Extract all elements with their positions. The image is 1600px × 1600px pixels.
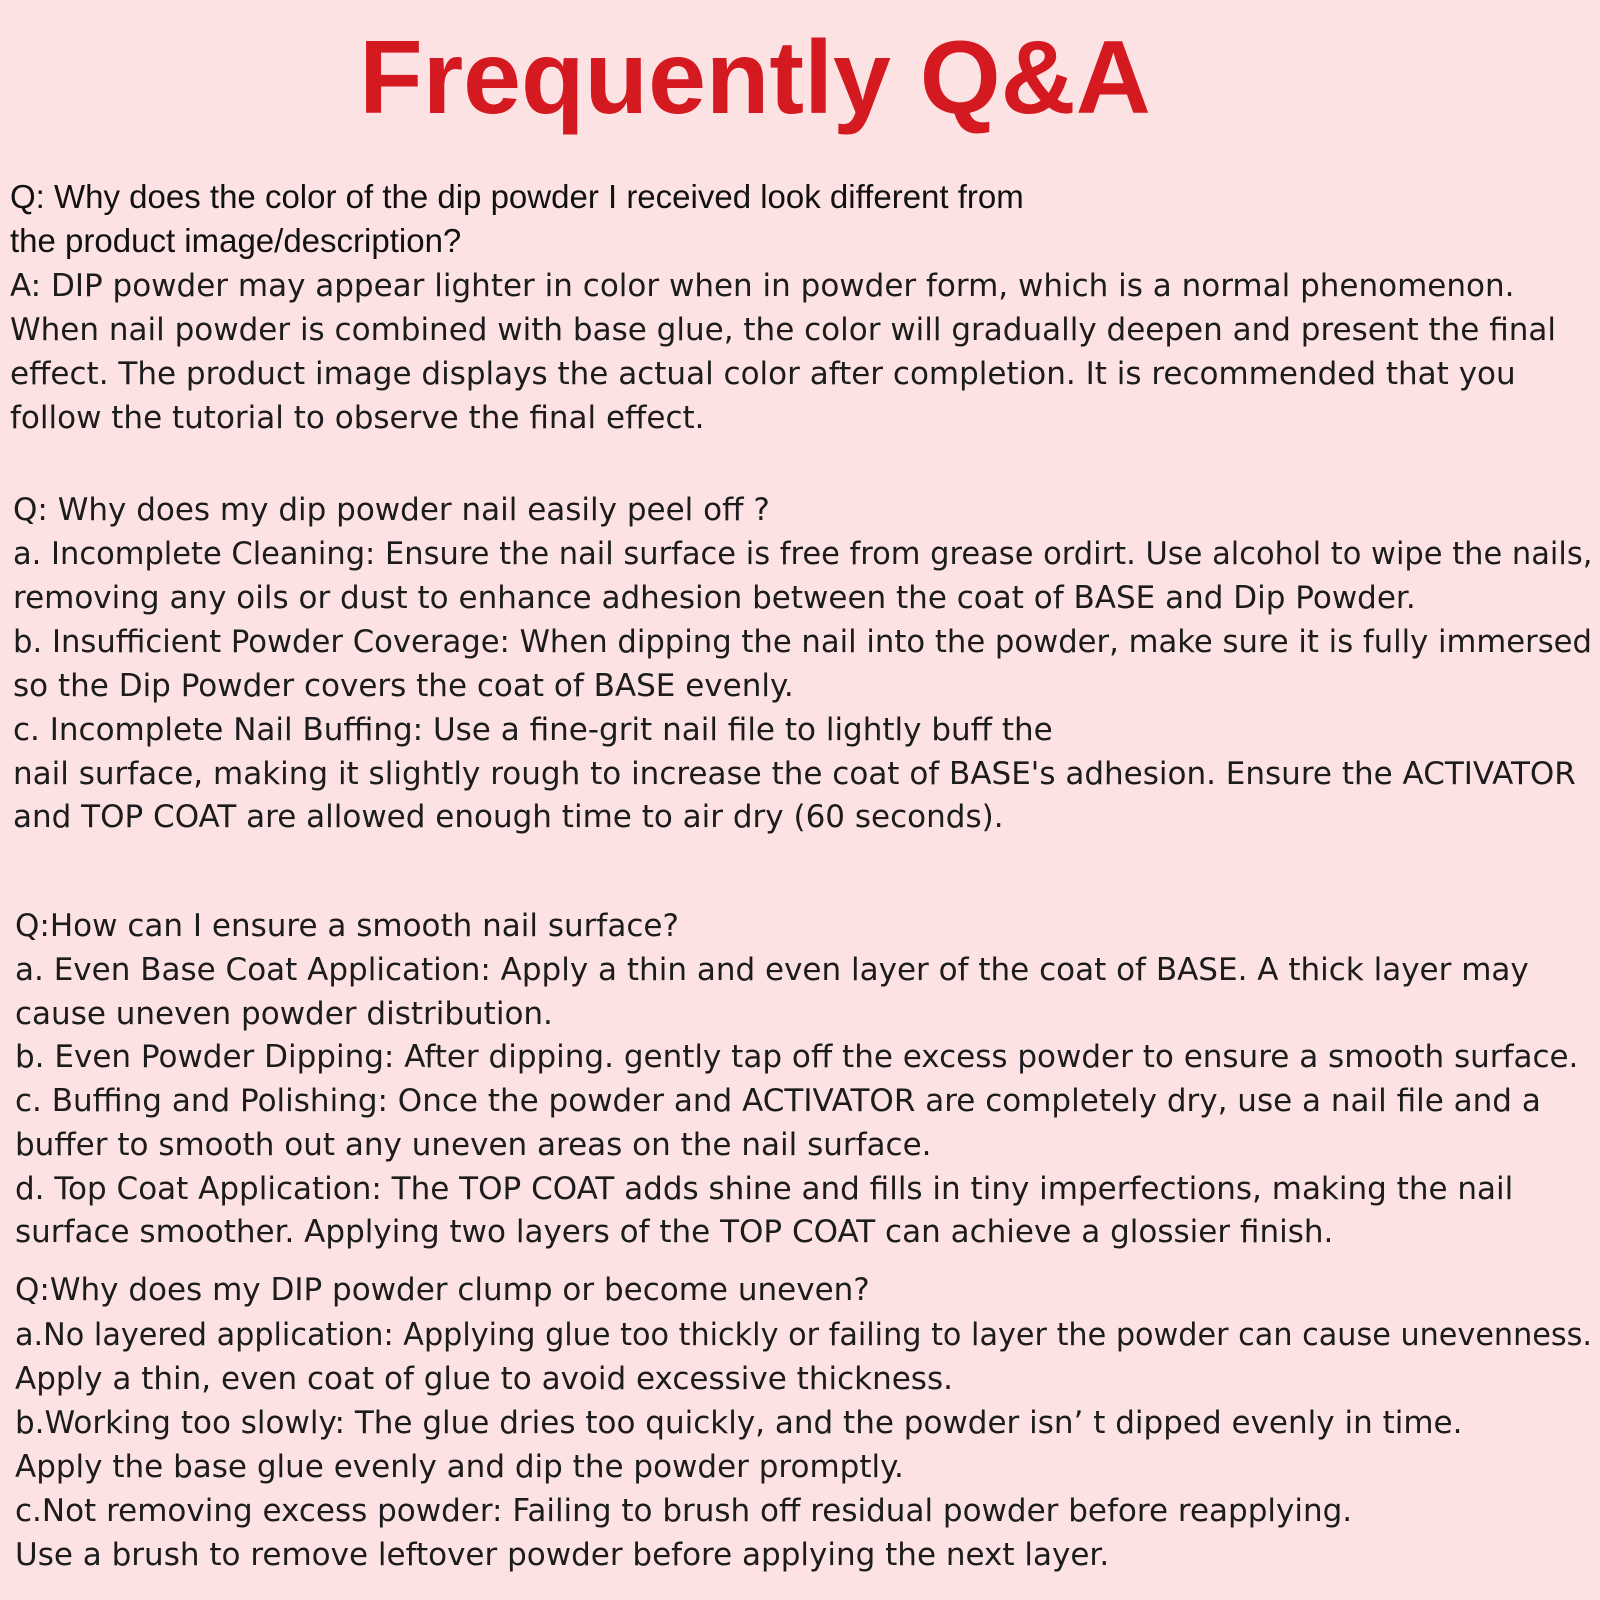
faq2-answer-line5: c. Incomplete Nail Buffing: Use a fine-grit nail file to lightly buff the [13,712,1053,748]
faq2-answer-line2: removing any oils or dust to enhance adhesion between the coat of BASE and Dip Powder. [13,580,1416,616]
faq3-answer-line4: c. Buffing and Polishing: Once the powder and ACTIVATOR are completely dry, use a nail file and a [15,1083,1541,1119]
faq1-question-line1: Q: Why does the color of the dip powder I received look different from [10,178,1024,215]
faq4-answer-line3: b.Working too slowly: The glue dries too quickly, and the powder isn’ t dipped evenly in time. [15,1405,1463,1441]
faq2-answer-line7: and TOP COAT are allowed enough time to air dry (60 seconds). [13,799,1004,835]
faq3-answer-line2: cause uneven powder distribution. [15,996,553,1032]
faq2-question: Q: Why does my dip powder nail easily peel off ? [13,492,770,528]
faq3-answer-line1: a. Even Base Coat Application: Apply a thin and even layer of the coat of BASE. A thick layer may [15,952,1529,988]
faq1-question-line2: the product image/description? [10,222,462,259]
faq2-answer-line6: nail surface, making it slightly rough to increase the coat of BASE's adhesion. Ensure the ACTIVATOR [13,756,1576,792]
faq1-answer-line3: effect. The product image displays the actual color after completion. It is recommended that you [10,356,1516,392]
faq3-answer-line3: b. Even Powder Dipping: After dipping. gently tap off the excess powder to ensure a smooth surface. [15,1039,1579,1075]
faq4-answer-line5: c.Not removing excess powder: Failing to brush off residual powder before reapplying. [15,1493,1353,1529]
faq4-answer-line1: a.No layered application: Applying glue too thickly or failing to layer the powder can cause unevenness. [15,1317,1593,1353]
faq3-answer-line6: d. Top Coat Application: The TOP COAT adds shine and fills in tiny imperfections, making the nail [15,1171,1514,1207]
faq2-answer-line1: a. Incomplete Cleaning: Ensure the nail surface is free from grease ordirt. Use alcohol to wipe the nails, [13,536,1593,572]
faq4-question: Q:Why does my DIP powder clump or become uneven? [15,1272,870,1308]
faq3-question: Q:How can I ensure a smooth nail surface? [15,908,679,944]
faq4-answer-line4: Apply the base glue evenly and dip the powder promptly. [15,1449,904,1485]
faq4-answer-line6: Use a brush to remove leftover powder before applying the next layer. [15,1537,1110,1573]
faq1-answer-line4: follow the tutorial to observe the final effect. [10,400,705,436]
faq2-answer-line3: b. Insufficient Powder Coverage: When dipping the nail into the powder, make sure it is fully immersed [13,624,1593,660]
faq2-answer-line4: so the Dip Powder covers the coat of BASE evenly. [13,668,794,704]
faq3-answer-line5: buffer to smooth out any uneven areas on the nail surface. [15,1127,932,1163]
faq1-answer-line1: A: DIP powder may appear lighter in color when in powder form, which is a normal phenomenon. [10,268,1515,304]
faq3-answer-line7: surface smoother. Applying two layers of the TOP COAT can achieve a glossier finish. [15,1214,1334,1250]
page-title: Frequently Q&A [359,20,1151,136]
faq4-answer-line2: Apply a thin, even coat of glue to avoid excessive thickness. [15,1361,953,1397]
faq1-answer-line2: When nail powder is combined with base glue, the color will gradually deepen and present the final [10,312,1556,348]
